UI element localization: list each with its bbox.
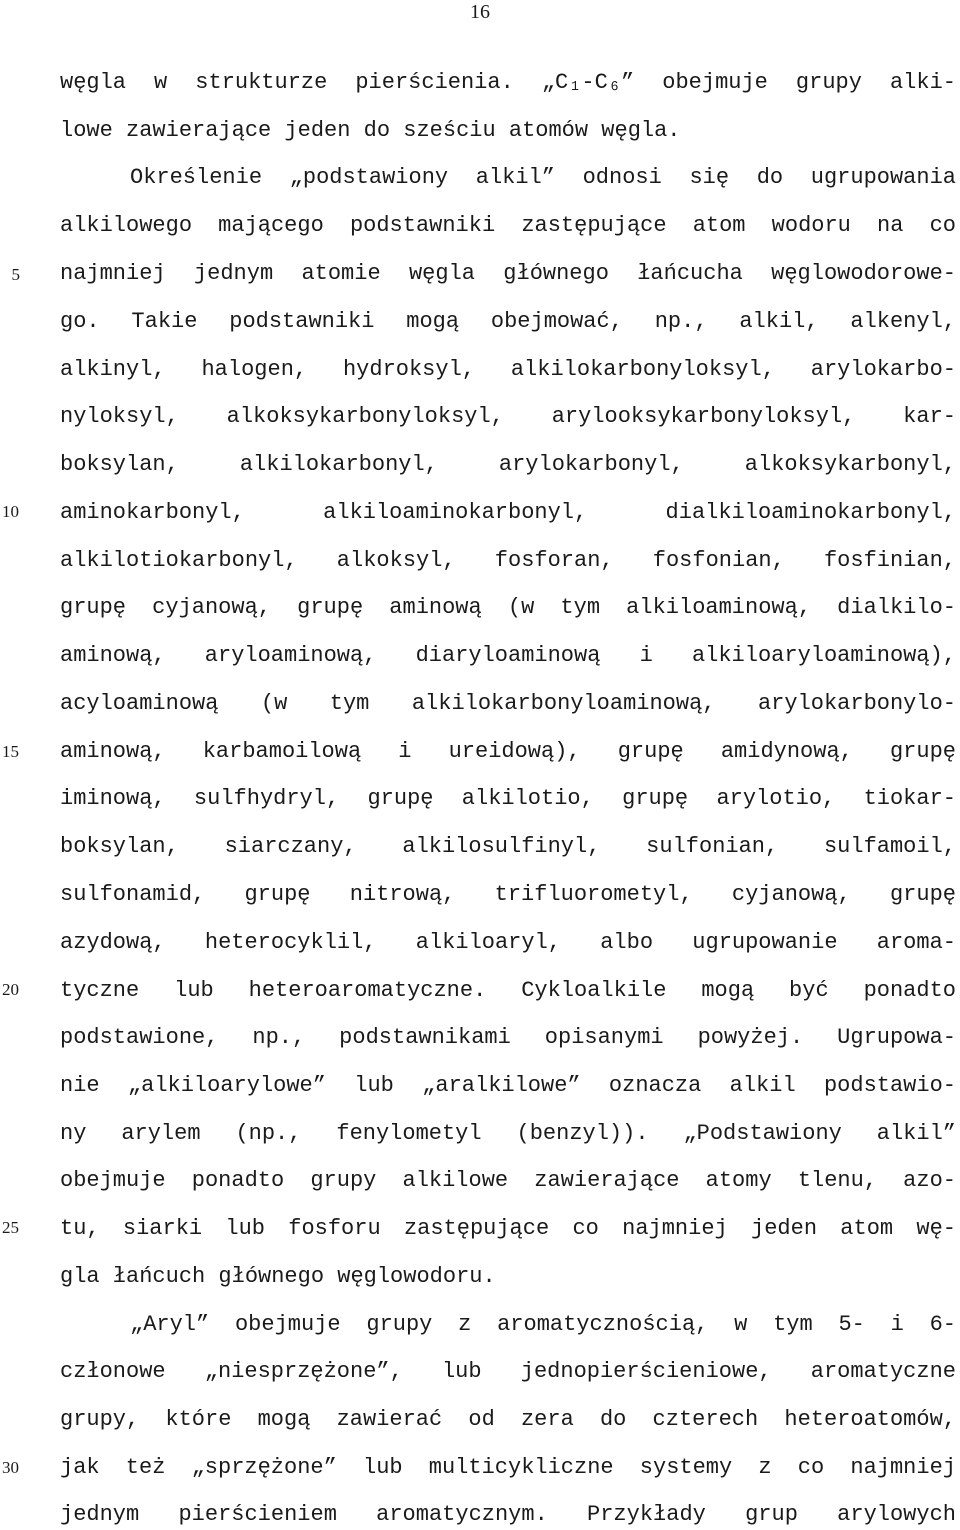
text-line: acyloaminową (w tym alkilokarbonyloaminową, arylokarbonylo- xyxy=(60,691,956,716)
text-line: aminokarbonyl, alkiloaminokarbonyl, dialkiloaminokarbonyl, xyxy=(60,500,956,525)
text-line: tu, siarki lub fosforu zastępujące co najmniej jeden atom wę- xyxy=(60,1216,956,1241)
text-line: najmniej jednym atomie węgla głównego łańcucha węglowodorowe- xyxy=(60,261,956,286)
text-line: aminową, karbamoilową i ureidową), grupę amidynową, grupę xyxy=(60,739,956,764)
text-line: alkilowego mającego podstawniki zastępujące atom wodoru na co xyxy=(60,213,956,238)
line-number: 10 xyxy=(2,502,19,521)
text-line: „Aryl” obejmuje grupy z aromatycznością, w tym 5- i 6- xyxy=(130,1312,956,1337)
text-line: sulfonamid, grupę nitrową, trifluorometyl, cyjanową, grupę xyxy=(60,882,956,907)
text-line: alkinyl, halogen, hydroksyl, alkilokarbonyloksyl, arylokarbo- xyxy=(60,357,956,382)
text-line: grupy, które mogą zawierać od zera do czterech heteroatomów, xyxy=(60,1407,956,1432)
text-line: jednym pierścieniem aromatycznym. Przykłady grup arylowych xyxy=(60,1502,956,1527)
text-line: boksylan, siarczany, alkilosulfinyl, sulfonian, sulfamoil, xyxy=(60,834,956,859)
text-line: go. Takie podstawniki mogą obejmować, np., alkil, alkenyl, xyxy=(60,309,956,334)
line-number: 15 xyxy=(2,742,19,761)
text-line: alkilotiokarbonyl, alkoksyl, fosforan, fosfonian, fosfinian, xyxy=(60,548,956,573)
text-line: węgla w strukturze pierścienia. „C₁-C₆” obejmuje grupy alki- xyxy=(60,70,956,95)
text-line: tyczne lub heteroaromatyczne. Cykloalkile mogą być ponadto xyxy=(60,978,956,1003)
line-number: 25 xyxy=(2,1218,19,1237)
page-number: 16 xyxy=(470,1,490,23)
text-line: obejmuje ponadto grupy alkilowe zawierające atomy tlenu, azo- xyxy=(60,1168,956,1193)
text-line: aminową, aryloaminową, diaryloaminową i alkiloaryloaminową), xyxy=(60,643,956,668)
text-line: azydową, heterocyklil, alkiloaryl, albo ugrupowanie aroma- xyxy=(60,930,956,955)
text-line: podstawione, np., podstawnikami opisanymi powyżej. Ugrupowa- xyxy=(60,1025,956,1050)
text-line: boksylan, alkilokarbonyl, arylokarbonyl, alkoksykarbonyl, xyxy=(60,452,956,477)
text-line: Określenie „podstawiony alkil” odnosi się do ugrupowania xyxy=(130,165,956,190)
line-number: 30 xyxy=(2,1458,19,1477)
line-number: 20 xyxy=(2,980,19,999)
text-line: iminową, sulfhydryl, grupę alkilotio, grupę arylotio, tiokar- xyxy=(60,786,956,811)
text-line: gla łańcuch głównego węglowodoru. xyxy=(60,1264,496,1289)
text-line: ny arylem (np., fenylometyl (benzyl)). „Podstawiony alkil” xyxy=(60,1121,956,1146)
text-line: jak też „sprzężone” lub multicykliczne systemy z co najmniej xyxy=(60,1455,956,1480)
text-line: lowe zawierające jeden do sześciu atomów węgla. xyxy=(60,118,681,143)
text-line: członowe „niesprzężone”, lub jednopierścieniowe, aromatyczne xyxy=(60,1359,956,1384)
line-number: 5 xyxy=(11,265,20,284)
text-line: nyloksyl, alkoksykarbonyloksyl, arylooksykarbonyloksyl, kar- xyxy=(60,404,956,429)
text-line: grupę cyjanową, grupę aminową (w tym alkiloaminową, dialkilo- xyxy=(60,595,956,620)
text-line: nie „alkiloarylowe” lub „aralkilowe” oznacza alkil podstawio- xyxy=(60,1073,956,1098)
